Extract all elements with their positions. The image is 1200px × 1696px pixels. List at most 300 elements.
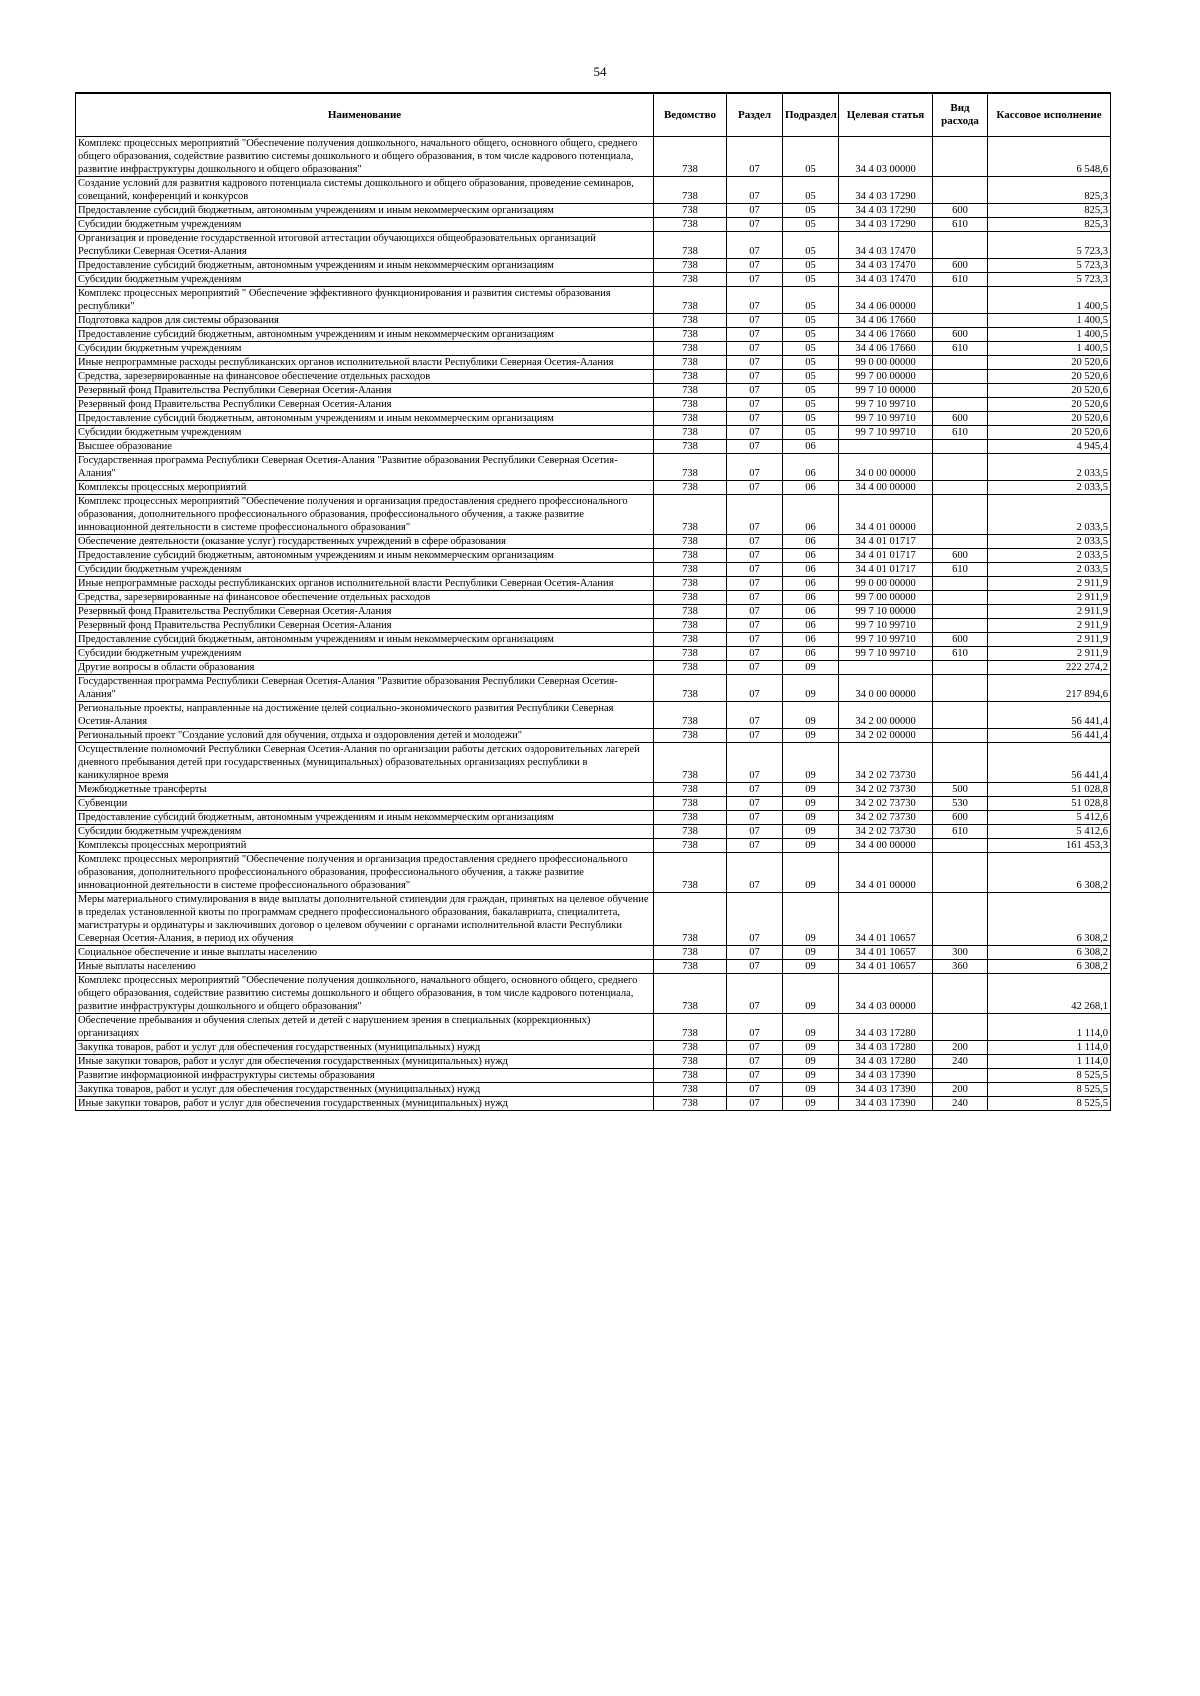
cell-name: Комплекс процессных мероприятий "Обеспечение получения и организация предоставления среднего профессионального образования, дополнительного профессионального образования, профессионального обучения, а также развитие инновационной деятельности в системе профессионального образования" [76, 853, 654, 893]
cell-exp-type [933, 177, 988, 204]
cell-name: Иные непрограммные расходы республиканских органов исполнительной власти Республики Северная Осетия-Алания [76, 577, 654, 591]
cell-name: Комплекс процессных мероприятий " Обеспечение эффективного функционирования и развития системы образования республики" [76, 287, 654, 314]
cell-name: Осуществление полномочий Республики Северная Осетия-Алания по организации работы детских оздоровительных лагерей дневного пребывания детей при государственных (муниципальных) образовательных организациях республики в каникулярное время [76, 743, 654, 783]
cell-target: 34 4 03 17470 [839, 232, 933, 259]
cell-section: 07 [727, 1069, 783, 1083]
cell-amount: 2 911,9 [988, 647, 1111, 661]
cell-target: 34 2 00 00000 [839, 702, 933, 729]
budget-table [75, 92, 1111, 1111]
table-row [76, 619, 1111, 633]
table-row [76, 960, 1111, 974]
cell-target: 34 4 01 10657 [839, 960, 933, 974]
cell-amount: 825,3 [988, 204, 1111, 218]
table-row [76, 702, 1111, 729]
cell-section: 07 [727, 619, 783, 633]
cell-name: Организация и проведение государственной итоговой аттестации обучающихся общеобразовательных организаций Республики Северная Осетия-Алания [76, 232, 654, 259]
cell-dept: 738 [654, 218, 727, 232]
cell-exp-type: 600 [933, 549, 988, 563]
cell-dept: 738 [654, 853, 727, 893]
table-row [76, 729, 1111, 743]
cell-section: 07 [727, 412, 783, 426]
cell-name: Иные выплаты населению [76, 960, 654, 974]
cell-amount: 2 911,9 [988, 619, 1111, 633]
cell-dept: 738 [654, 137, 727, 177]
cell-subsection: 05 [783, 273, 839, 287]
cell-amount: 6 308,2 [988, 946, 1111, 960]
cell-exp-type [933, 454, 988, 481]
cell-dept: 738 [654, 647, 727, 661]
cell-name: Межбюджетные трансферты [76, 783, 654, 797]
cell-target: 34 2 02 00000 [839, 729, 933, 743]
cell-amount: 2 033,5 [988, 563, 1111, 577]
cell-name: Субсидии бюджетным учреждениям [76, 563, 654, 577]
cell-name: Обеспечение пребывания и обучения слепых детей и детей с нарушением зрения в специальных (коррекционных) организациях [76, 1014, 654, 1041]
cell-exp-type [933, 384, 988, 398]
cell-section: 07 [727, 259, 783, 273]
cell-target: 34 4 03 17290 [839, 204, 933, 218]
cell-dept: 738 [654, 633, 727, 647]
table-body [76, 137, 1111, 1111]
cell-section: 07 [727, 811, 783, 825]
cell-amount: 51 028,8 [988, 797, 1111, 811]
table-row [76, 481, 1111, 495]
cell-dept: 738 [654, 259, 727, 273]
cell-exp-type [933, 893, 988, 946]
cell-amount: 20 520,6 [988, 370, 1111, 384]
cell-amount: 1 400,5 [988, 328, 1111, 342]
cell-target: 34 4 01 01717 [839, 549, 933, 563]
cell-amount: 5 412,6 [988, 825, 1111, 839]
cell-target: 34 4 03 17470 [839, 273, 933, 287]
cell-target: 34 2 02 73730 [839, 825, 933, 839]
cell-amount: 2 033,5 [988, 481, 1111, 495]
table-row [76, 232, 1111, 259]
cell-amount: 161 453,3 [988, 839, 1111, 853]
cell-amount: 2 911,9 [988, 605, 1111, 619]
cell-exp-type: 240 [933, 1097, 988, 1111]
cell-section: 07 [727, 426, 783, 440]
cell-section: 07 [727, 675, 783, 702]
cell-section: 07 [727, 398, 783, 412]
cell-section: 07 [727, 342, 783, 356]
cell-subsection: 09 [783, 1069, 839, 1083]
table-row [76, 783, 1111, 797]
cell-name: Предоставление субсидий бюджетным, автономным учреждениям и иным некоммерческим организациям [76, 328, 654, 342]
header-section: Раздел [727, 93, 783, 137]
cell-dept: 738 [654, 356, 727, 370]
cell-section: 07 [727, 481, 783, 495]
cell-target: 34 4 03 17470 [839, 259, 933, 273]
cell-name: Субсидии бюджетным учреждениям [76, 426, 654, 440]
cell-name: Комплекс процессных мероприятий "Обеспечение получения дошкольного, начального общего, основного общего, среднего общего образования, содействие развитию системы дошкольного и общего образования, в том числе кадрового потенциала, развитие инфраструктуры дошкольного и общего образования" [76, 974, 654, 1014]
cell-target: 34 0 00 00000 [839, 454, 933, 481]
cell-amount: 1 400,5 [988, 287, 1111, 314]
cell-exp-type: 610 [933, 825, 988, 839]
cell-dept: 738 [654, 440, 727, 454]
cell-target: 34 4 01 00000 [839, 495, 933, 535]
header-subsection: Подраздел [783, 93, 839, 137]
cell-dept: 738 [654, 661, 727, 675]
cell-subsection: 09 [783, 893, 839, 946]
table-row [76, 177, 1111, 204]
cell-subsection: 05 [783, 232, 839, 259]
cell-dept: 738 [654, 577, 727, 591]
cell-name: Предоставление субсидий бюджетным, автономным учреждениям и иным некоммерческим организациям [76, 811, 654, 825]
cell-exp-type [933, 535, 988, 549]
cell-target: 99 7 10 99710 [839, 647, 933, 661]
cell-amount: 5 723,3 [988, 259, 1111, 273]
cell-amount: 20 520,6 [988, 384, 1111, 398]
cell-section: 07 [727, 893, 783, 946]
cell-exp-type: 600 [933, 204, 988, 218]
table-row [76, 535, 1111, 549]
cell-section: 07 [727, 328, 783, 342]
cell-subsection: 09 [783, 661, 839, 675]
cell-exp-type: 610 [933, 218, 988, 232]
cell-amount: 56 441,4 [988, 743, 1111, 783]
cell-name: Субсидии бюджетным учреждениям [76, 647, 654, 661]
cell-exp-type [933, 356, 988, 370]
cell-amount: 6 308,2 [988, 893, 1111, 946]
cell-subsection: 06 [783, 535, 839, 549]
cell-amount: 1 400,5 [988, 342, 1111, 356]
table-row [76, 1097, 1111, 1111]
cell-subsection: 09 [783, 702, 839, 729]
cell-subsection: 09 [783, 783, 839, 797]
cell-dept: 738 [654, 495, 727, 535]
cell-exp-type: 240 [933, 1055, 988, 1069]
cell-dept: 738 [654, 1041, 727, 1055]
cell-section: 07 [727, 702, 783, 729]
cell-subsection: 09 [783, 1014, 839, 1041]
table-row [76, 259, 1111, 273]
cell-section: 07 [727, 591, 783, 605]
table-row [76, 1083, 1111, 1097]
cell-name: Государственная программа Республики Северная Осетия-Алания "Развитие образования Республики Северная Осетия-Алания" [76, 454, 654, 481]
table-row [76, 563, 1111, 577]
cell-target: 34 0 00 00000 [839, 675, 933, 702]
table-row [76, 440, 1111, 454]
header-target: Целевая статья [839, 93, 933, 137]
cell-dept: 738 [654, 605, 727, 619]
page-number: 54 [593, 64, 607, 79]
cell-section: 07 [727, 1083, 783, 1097]
cell-amount: 20 520,6 [988, 356, 1111, 370]
cell-exp-type [933, 619, 988, 633]
table-row [76, 1014, 1111, 1041]
cell-dept: 738 [654, 974, 727, 1014]
table-row [76, 853, 1111, 893]
cell-dept: 738 [654, 232, 727, 259]
header-dept: Ведомство [654, 93, 727, 137]
cell-name: Государственная программа Республики Северная Осетия-Алания "Развитие образования Республики Северная Осетия-Алания" [76, 675, 654, 702]
cell-amount: 8 525,5 [988, 1097, 1111, 1111]
cell-section: 07 [727, 535, 783, 549]
cell-subsection: 06 [783, 549, 839, 563]
cell-name: Другие вопросы в области образования [76, 661, 654, 675]
table-row [76, 1069, 1111, 1083]
cell-section: 07 [727, 946, 783, 960]
cell-exp-type [933, 853, 988, 893]
cell-amount: 6 308,2 [988, 853, 1111, 893]
cell-amount: 1 114,0 [988, 1055, 1111, 1069]
table-row [76, 412, 1111, 426]
cell-amount: 5 412,6 [988, 811, 1111, 825]
cell-subsection: 05 [783, 259, 839, 273]
cell-target: 34 4 03 17280 [839, 1055, 933, 1069]
cell-exp-type [933, 974, 988, 1014]
table-row [76, 825, 1111, 839]
cell-name: Предоставление субсидий бюджетным, автономным учреждениям и иным некоммерческим организациям [76, 549, 654, 563]
cell-target: 34 4 03 00000 [839, 137, 933, 177]
cell-section: 07 [727, 661, 783, 675]
cell-dept: 738 [654, 204, 727, 218]
cell-target [839, 661, 933, 675]
cell-section: 07 [727, 549, 783, 563]
cell-dept: 738 [654, 314, 727, 328]
cell-exp-type: 300 [933, 946, 988, 960]
table-row [76, 946, 1111, 960]
cell-section: 07 [727, 232, 783, 259]
cell-name: Предоставление субсидий бюджетным, автономным учреждениям и иным некоммерческим организациям [76, 412, 654, 426]
table-row [76, 549, 1111, 563]
cell-section: 07 [727, 839, 783, 853]
cell-name: Резервный фонд Правительства Республики Северная Осетия-Алания [76, 619, 654, 633]
cell-amount: 51 028,8 [988, 783, 1111, 797]
cell-exp-type: 360 [933, 960, 988, 974]
cell-subsection: 05 [783, 218, 839, 232]
cell-subsection: 05 [783, 412, 839, 426]
cell-subsection: 06 [783, 481, 839, 495]
cell-amount: 2 033,5 [988, 454, 1111, 481]
header-name: Наименование [76, 93, 654, 137]
cell-name: Подготовка кадров для системы образования [76, 314, 654, 328]
cell-subsection: 06 [783, 647, 839, 661]
cell-exp-type [933, 440, 988, 454]
cell-exp-type [933, 729, 988, 743]
cell-dept: 738 [654, 743, 727, 783]
cell-amount: 222 274,2 [988, 661, 1111, 675]
cell-dept: 738 [654, 619, 727, 633]
cell-target: 99 7 00 00000 [839, 591, 933, 605]
cell-target: 34 4 03 17390 [839, 1083, 933, 1097]
cell-target: 34 4 06 17660 [839, 314, 933, 328]
cell-amount: 6 308,2 [988, 960, 1111, 974]
cell-subsection: 09 [783, 729, 839, 743]
cell-name: Иные закупки товаров, работ и услуг для обеспечения государственных (муниципальных) нужд [76, 1097, 654, 1111]
cell-section: 07 [727, 1055, 783, 1069]
cell-dept: 738 [654, 675, 727, 702]
cell-target: 99 0 00 00000 [839, 356, 933, 370]
cell-section: 07 [727, 743, 783, 783]
cell-target [839, 440, 933, 454]
cell-amount: 1 400,5 [988, 314, 1111, 328]
table-row [76, 384, 1111, 398]
cell-section: 07 [727, 370, 783, 384]
cell-subsection: 09 [783, 960, 839, 974]
cell-exp-type [933, 675, 988, 702]
cell-target: 34 4 00 00000 [839, 481, 933, 495]
cell-name: Предоставление субсидий бюджетным, автономным учреждениям и иным некоммерческим организациям [76, 259, 654, 273]
cell-section: 07 [727, 577, 783, 591]
cell-name: Высшее образование [76, 440, 654, 454]
cell-amount: 2 911,9 [988, 633, 1111, 647]
cell-subsection: 05 [783, 384, 839, 398]
cell-subsection: 09 [783, 743, 839, 783]
cell-section: 07 [727, 384, 783, 398]
cell-subsection: 06 [783, 591, 839, 605]
cell-exp-type: 530 [933, 797, 988, 811]
cell-target: 34 4 03 17280 [839, 1041, 933, 1055]
cell-target: 34 4 03 00000 [839, 974, 933, 1014]
cell-subsection: 05 [783, 426, 839, 440]
cell-name: Закупка товаров, работ и услуг для обеспечения государственных (муниципальных) нужд [76, 1041, 654, 1055]
cell-dept: 738 [654, 946, 727, 960]
cell-subsection: 05 [783, 287, 839, 314]
cell-name: Закупка товаров, работ и услуг для обеспечения государственных (муниципальных) нужд [76, 1083, 654, 1097]
cell-target: 34 4 06 00000 [839, 287, 933, 314]
cell-subsection: 09 [783, 1041, 839, 1055]
cell-target: 34 4 03 17290 [839, 177, 933, 204]
cell-exp-type: 610 [933, 426, 988, 440]
cell-name: Обеспечение деятельности (оказание услуг) государственных учреждений в сфере образования [76, 535, 654, 549]
table-row [76, 661, 1111, 675]
cell-exp-type [933, 661, 988, 675]
cell-target: 34 4 06 17660 [839, 342, 933, 356]
cell-dept: 738 [654, 328, 727, 342]
cell-amount: 1 114,0 [988, 1014, 1111, 1041]
cell-exp-type [933, 398, 988, 412]
cell-dept: 738 [654, 591, 727, 605]
cell-exp-type: 600 [933, 633, 988, 647]
cell-name: Субсидии бюджетным учреждениям [76, 342, 654, 356]
cell-amount: 20 520,6 [988, 398, 1111, 412]
table-row [76, 839, 1111, 853]
table-row [76, 797, 1111, 811]
cell-amount: 6 548,6 [988, 137, 1111, 177]
cell-amount: 42 268,1 [988, 974, 1111, 1014]
cell-subsection: 09 [783, 811, 839, 825]
cell-subsection: 09 [783, 1097, 839, 1111]
cell-exp-type [933, 605, 988, 619]
cell-target: 99 7 10 00000 [839, 605, 933, 619]
cell-name: Комплексы процессных мероприятий [76, 481, 654, 495]
cell-dept: 738 [654, 797, 727, 811]
cell-dept: 738 [654, 1097, 727, 1111]
cell-subsection: 06 [783, 454, 839, 481]
cell-section: 07 [727, 356, 783, 370]
cell-exp-type: 200 [933, 1083, 988, 1097]
cell-target: 34 4 01 10657 [839, 946, 933, 960]
cell-target: 34 4 03 17390 [839, 1097, 933, 1111]
table-row [76, 605, 1111, 619]
table-row [76, 454, 1111, 481]
cell-section: 07 [727, 825, 783, 839]
table-row [76, 273, 1111, 287]
cell-name: Иные непрограммные расходы республиканских органов исполнительной власти Республики Северная Осетия-Алания [76, 356, 654, 370]
cell-name: Резервный фонд Правительства Республики Северная Осетия-Алания [76, 398, 654, 412]
cell-dept: 738 [654, 481, 727, 495]
table-row [76, 893, 1111, 946]
table-row [76, 591, 1111, 605]
cell-exp-type [933, 702, 988, 729]
cell-subsection: 06 [783, 563, 839, 577]
cell-exp-type [933, 743, 988, 783]
cell-exp-type: 610 [933, 563, 988, 577]
cell-dept: 738 [654, 273, 727, 287]
cell-amount: 2 911,9 [988, 591, 1111, 605]
cell-amount: 8 525,5 [988, 1083, 1111, 1097]
header-exp-type: Вид расхода [933, 93, 988, 137]
table-row [76, 328, 1111, 342]
cell-name: Комплексы процессных мероприятий [76, 839, 654, 853]
cell-subsection: 05 [783, 314, 839, 328]
cell-section: 07 [727, 960, 783, 974]
cell-section: 07 [727, 1041, 783, 1055]
cell-dept: 738 [654, 454, 727, 481]
cell-amount: 825,3 [988, 218, 1111, 232]
cell-target: 34 4 03 17290 [839, 218, 933, 232]
cell-amount: 8 525,5 [988, 1069, 1111, 1083]
cell-target: 99 7 10 99710 [839, 426, 933, 440]
cell-subsection: 05 [783, 356, 839, 370]
cell-target: 34 2 02 73730 [839, 743, 933, 783]
cell-dept: 738 [654, 535, 727, 549]
cell-section: 07 [727, 633, 783, 647]
cell-section: 07 [727, 218, 783, 232]
cell-name: Средства, зарезервированные на финансовое обеспечение отдельных расходов [76, 370, 654, 384]
cell-section: 07 [727, 974, 783, 1014]
cell-name: Предоставление субсидий бюджетным, автономным учреждениям и иным некоммерческим организациям [76, 633, 654, 647]
cell-dept: 738 [654, 1083, 727, 1097]
cell-subsection: 09 [783, 675, 839, 702]
table-row [76, 633, 1111, 647]
cell-subsection: 09 [783, 974, 839, 1014]
cell-section: 07 [727, 204, 783, 218]
cell-target: 34 4 00 00000 [839, 839, 933, 853]
cell-exp-type [933, 1014, 988, 1041]
cell-subsection: 09 [783, 946, 839, 960]
cell-exp-type: 200 [933, 1041, 988, 1055]
cell-exp-type: 600 [933, 412, 988, 426]
cell-amount: 217 894,6 [988, 675, 1111, 702]
table-row [76, 287, 1111, 314]
cell-exp-type [933, 577, 988, 591]
cell-subsection: 06 [783, 633, 839, 647]
cell-section: 07 [727, 314, 783, 328]
cell-section: 07 [727, 647, 783, 661]
cell-target: 99 7 10 00000 [839, 384, 933, 398]
cell-exp-type [933, 495, 988, 535]
cell-amount: 4 945,4 [988, 440, 1111, 454]
table-row [76, 577, 1111, 591]
table-row [76, 342, 1111, 356]
table-row [76, 356, 1111, 370]
cell-subsection: 05 [783, 398, 839, 412]
cell-dept: 738 [654, 549, 727, 563]
cell-name: Субсидии бюджетным учреждениям [76, 825, 654, 839]
cell-amount: 20 520,6 [988, 426, 1111, 440]
cell-exp-type [933, 591, 988, 605]
cell-amount: 56 441,4 [988, 702, 1111, 729]
cell-section: 07 [727, 454, 783, 481]
cell-dept: 738 [654, 384, 727, 398]
cell-target: 34 4 03 17280 [839, 1014, 933, 1041]
table-row [76, 426, 1111, 440]
cell-target: 34 2 02 73730 [839, 811, 933, 825]
cell-section: 07 [727, 729, 783, 743]
cell-dept: 738 [654, 398, 727, 412]
